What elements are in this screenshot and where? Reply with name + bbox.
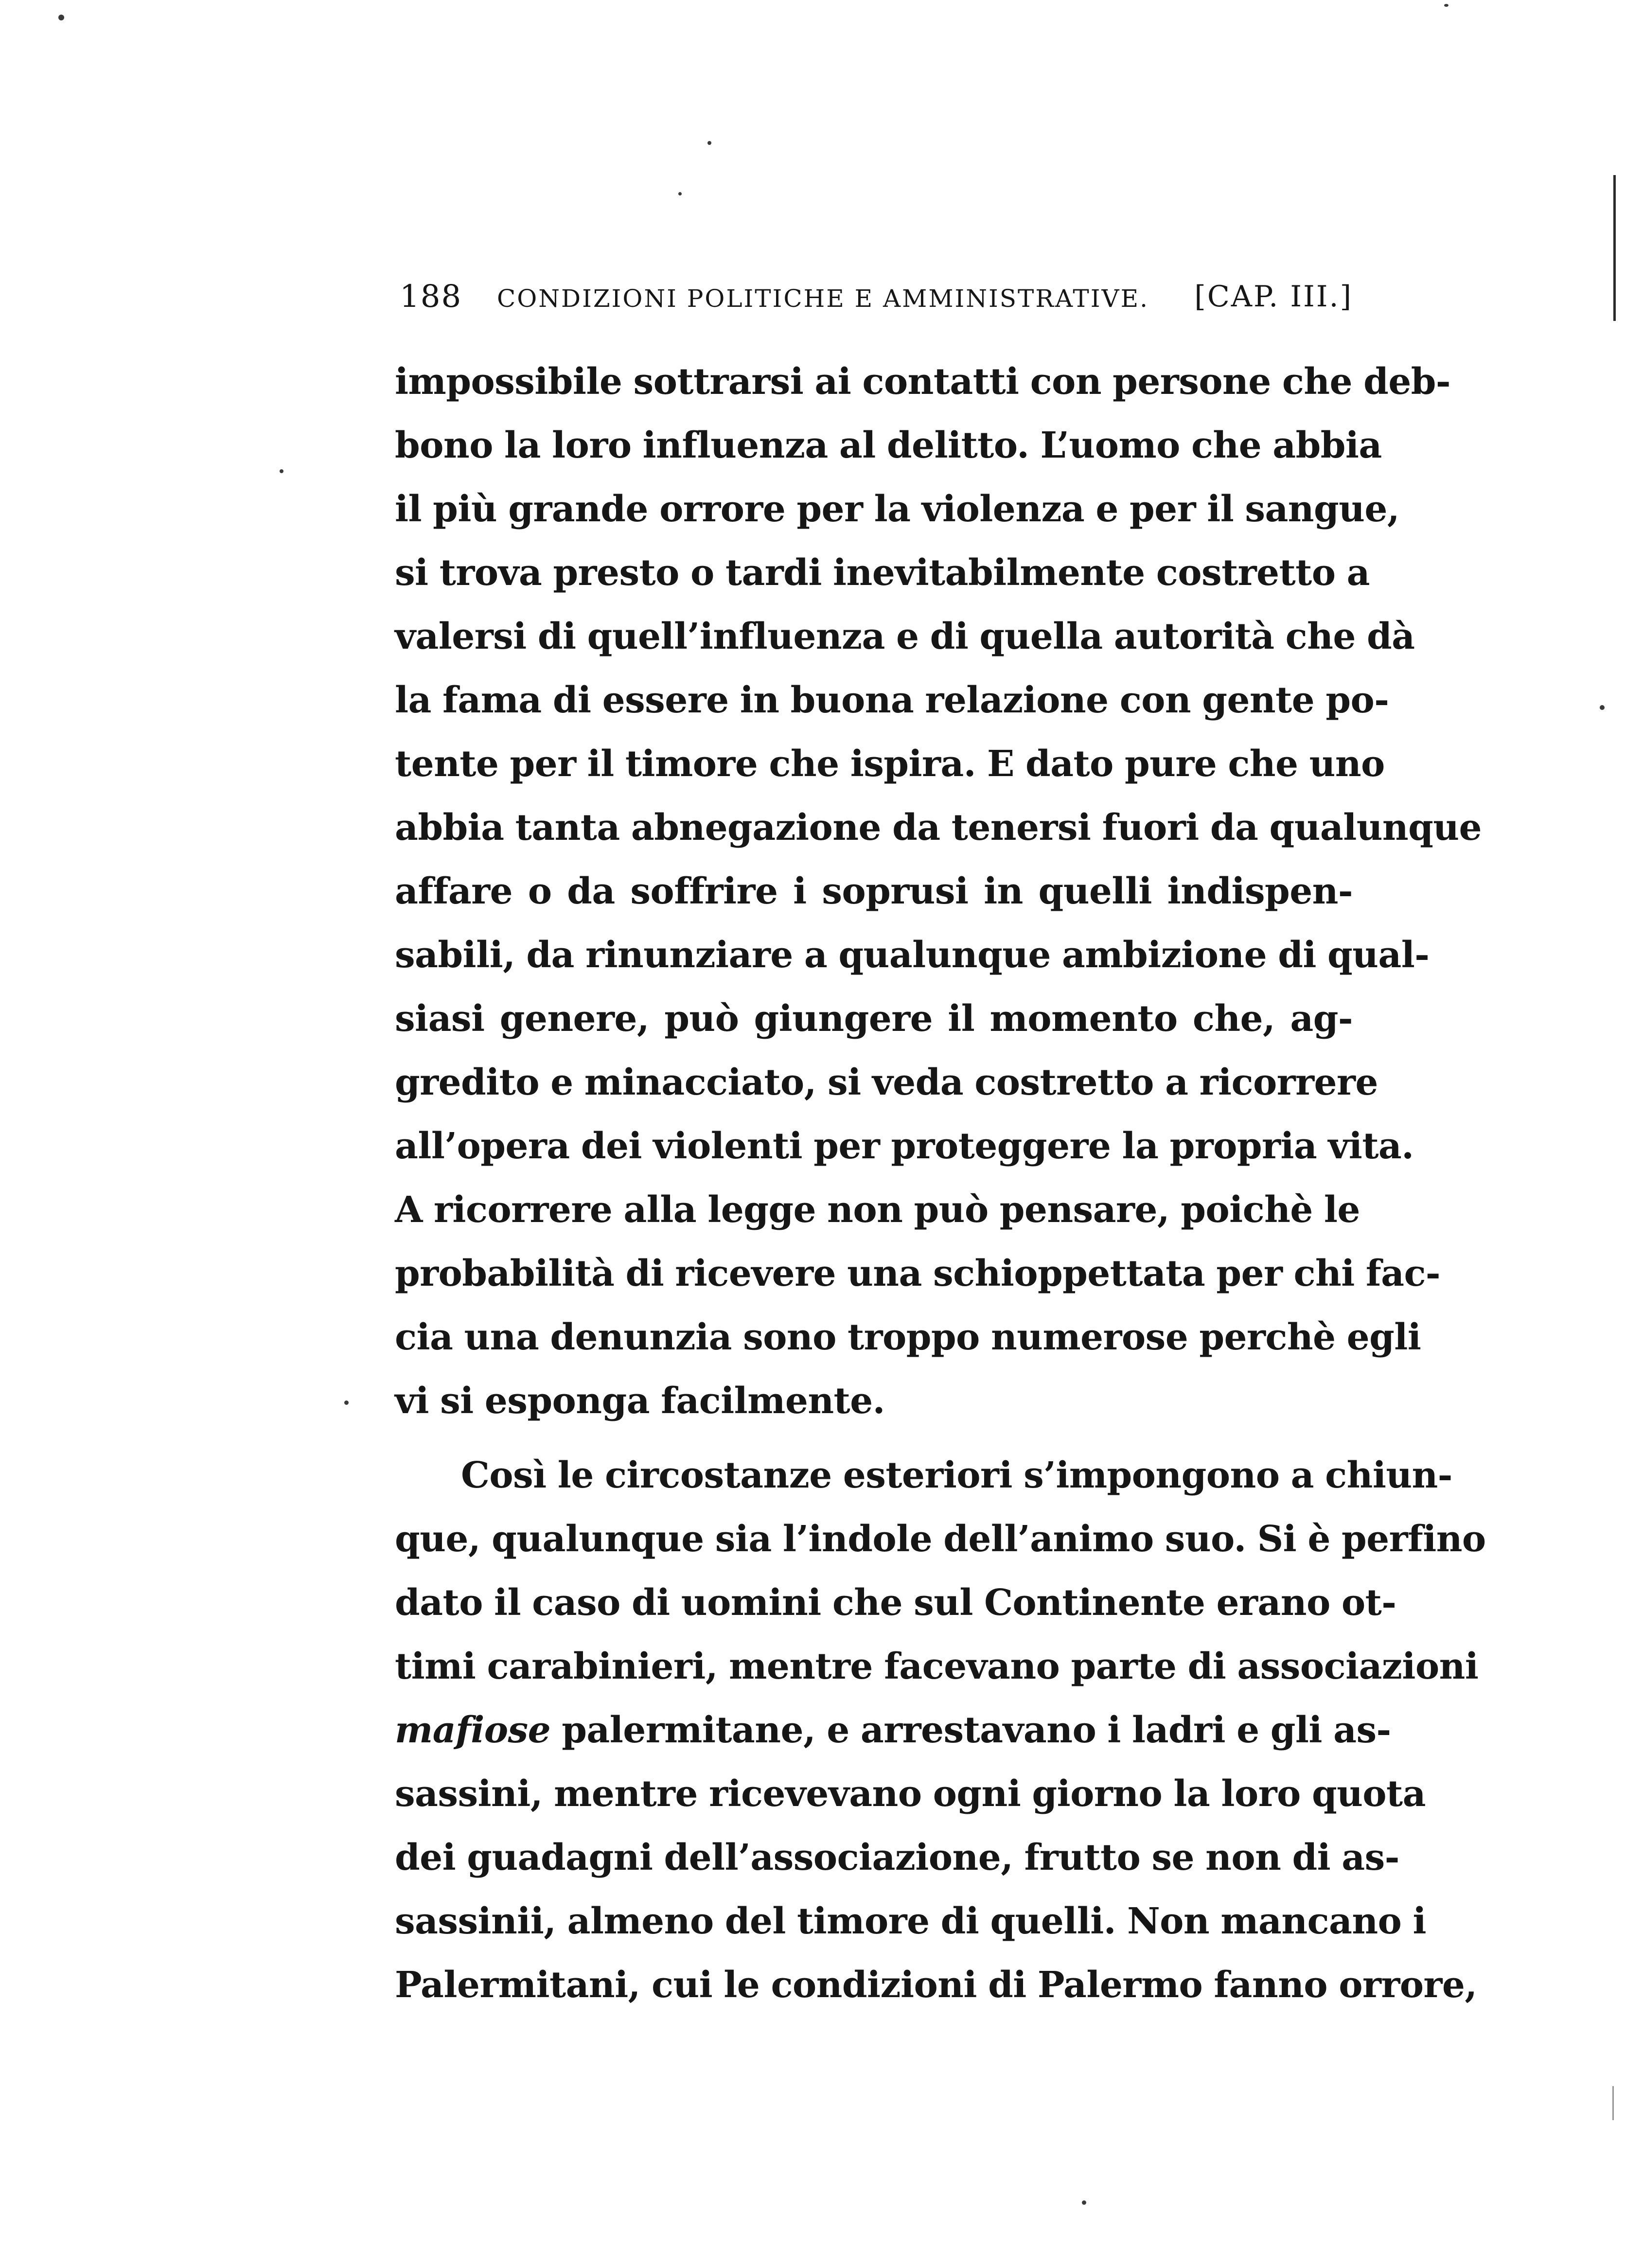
scan-speck [707, 141, 711, 145]
text-line: Palermitani, cui le condizioni di Palermo fanno orrore, [395, 1964, 1477, 2006]
running-title: CONDIZIONI POLITICHE E AMMINISTRATIVE. [497, 284, 1149, 313]
text-line: sabili, da rinunziare a qualunque ambizione di qual- [395, 934, 1430, 976]
text-line: cia una denunzia sono troppo numerose perchè egli [395, 1316, 1421, 1358]
text-line: bono la loro influenza al delitto. L’uomo che abbia [395, 425, 1382, 466]
paragraph-gap [395, 1433, 1353, 1444]
text-line: siasi genere, può giungere il momento che, ag- [395, 998, 1353, 1040]
scan-speck [678, 192, 682, 195]
scan-speck [344, 1400, 349, 1405]
scan-speck [1444, 4, 1448, 7]
scan-edge-line [1613, 175, 1616, 321]
page-number: 188 [400, 279, 462, 315]
text-line: dei guadagni dell’associazione, frutto se non di as- [395, 1837, 1399, 1878]
paragraph-2 [395, 1444, 1486, 2017]
scan-edge-line [1612, 2086, 1614, 2120]
body-text [395, 350, 1486, 2017]
text-line: dato il caso di uomini che sul Continente erano ot- [395, 1582, 1396, 1624]
paragraph-1 [395, 350, 1482, 1433]
text-line: sassini, mentre ricevevano ogni giorno la loro quota [395, 1773, 1426, 1815]
text-line: la fama di essere in buona relazione con gente po- [395, 679, 1389, 721]
text-line [395, 1699, 1391, 1762]
text-line: valersi di quell’influenza e di quella autorità che dà [395, 616, 1415, 657]
text-line: A ricorrere alla legge non può pensare, poichè le [395, 1189, 1360, 1231]
chapter-reference: [CAP. III.] [1194, 280, 1353, 314]
text-line: si trova presto o tardi inevitabilmente costretto a [395, 552, 1370, 594]
text-line: sassinii, almeno del timore di quelli. Non mancano i [395, 1900, 1426, 1942]
scan-speck [1082, 2200, 1086, 2205]
text-line-rest: palermitane, e arrestavano i ladri e gli as- [550, 1709, 1391, 1751]
running-header [400, 272, 1353, 331]
text-line: abbia tanta abnegazione da tenersi fuori da qualunque [395, 807, 1482, 849]
text-line: gredito e minacciato, si veda costretto a ricorrere [395, 1062, 1378, 1103]
text-line: impossibile sottrarsi ai contatti con persone che deb- [395, 361, 1451, 403]
text-line: affare o da soffrire i soprusi in quelli indispen- [395, 870, 1353, 912]
text-line: timi carabinieri, mentre facevano parte di associazioni [395, 1646, 1479, 1687]
text-line: tente per il timore che ispira. E dato pure che uno [395, 743, 1385, 785]
text-line: all’opera dei violenti per proteggere la propria vita. [395, 1125, 1414, 1167]
italic-term: mafiose [395, 1709, 551, 1751]
text-line: probabilità di ricevere una schioppettata per chi fac- [395, 1253, 1441, 1294]
scan-speck [280, 469, 283, 473]
text-line: que, qualunque sia l’indole dell’animo suo. Si è perfino [395, 1518, 1486, 1560]
scan-speck [1600, 705, 1605, 710]
scan-speck [58, 15, 64, 20]
text-line: il più grande orrore per la violenza e per il sangue, [395, 488, 1399, 530]
text-line: vi si esponga facilmente. [395, 1380, 885, 1422]
text-line: Così le circostanze esteriori s’impongono a chiun- [461, 1454, 1452, 1496]
